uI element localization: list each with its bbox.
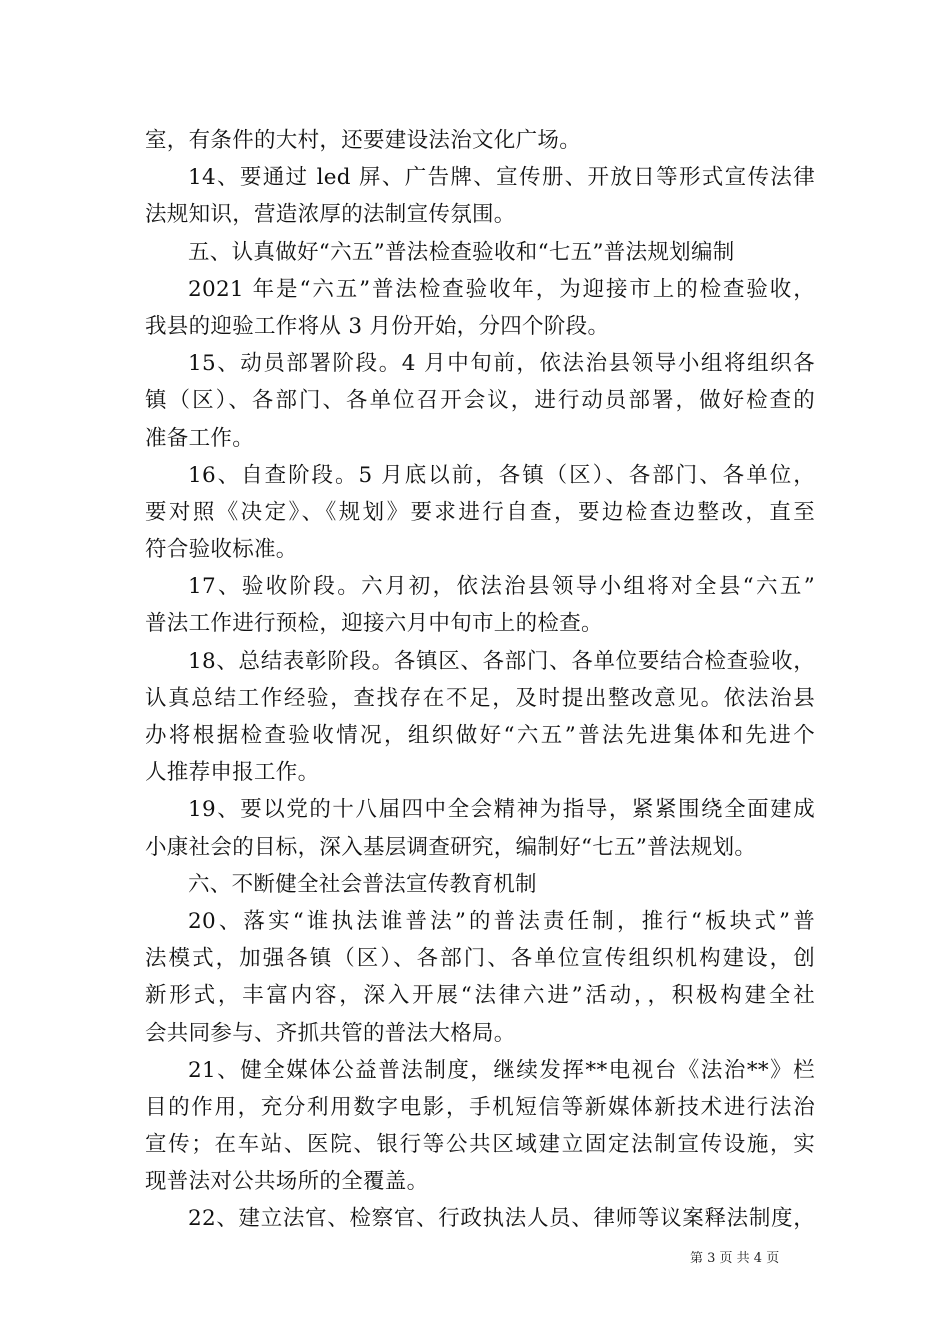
text-line: 15、动员部署阶段。4 月中旬前，依法治县领导小组将组织各 bbox=[188, 351, 815, 377]
page-number-footer: 第 3 页 共 4 页 bbox=[690, 1251, 780, 1266]
section-heading: 五、认真做好“六五”普法检查验收和“七五”普法规划编制 bbox=[188, 239, 735, 265]
document-body bbox=[145, 122, 815, 1238]
text-line: 16、自查阶段。5 月底以前，各镇（区）、各部门、各单位， bbox=[188, 462, 815, 488]
text-line: 17、验收阶段。六月初，依法治县领导小组将对全县“六五” bbox=[188, 574, 815, 600]
text-line: 目的作用，充分利用数字电影，手机短信等新媒体新技术进行法治 bbox=[145, 1094, 815, 1120]
text-line: 准备工作。 bbox=[145, 425, 255, 451]
text-line: 19、要以党的十八届四中全会精神为指导，紧紧围绕全面建成 bbox=[188, 797, 815, 823]
text-line: 会共同参与、齐抓共管的普法大格局。 bbox=[145, 1020, 516, 1046]
text-line: 办将根据检查验收情况，组织做好“六五”普法先进集体和先进个 bbox=[145, 723, 815, 748]
text-line: 18、总结表彰阶段。各镇区、各部门、各单位要结合检查验收， bbox=[188, 648, 815, 674]
text-line: 要对照《决定》、《规划》要求进行自查，要边检查边整改，直至 bbox=[145, 499, 815, 525]
text-line: 我县的迎验工作将从 3 月份开始，分四个阶段。 bbox=[145, 313, 610, 339]
text-line: 21、健全媒体公益普法制度，继续发挥**电视台《法治**》栏 bbox=[188, 1057, 815, 1083]
text-line: 法规知识，营造浓厚的法制宣传氛围。 bbox=[145, 202, 516, 228]
text-line: 符合验收标准。 bbox=[145, 537, 298, 563]
text-line: 14、要通过 led 屏、广告牌、宣传册、开放日等形式宣传法律 bbox=[188, 165, 815, 191]
text-line: 2021 年是“六五”普法检查验收年，为迎接市上的检查验收， bbox=[188, 276, 815, 302]
text-line: 新形式，丰富内容，深入开展“法律六进”活动，，积极构建全社 bbox=[145, 983, 815, 1009]
text-line: 人推荐申报工作。 bbox=[145, 760, 320, 786]
text-line: 小康社会的目标，深入基层调查研究，编制好“七五”普法规划。 bbox=[145, 834, 757, 860]
text-line: 法模式，加强各镇（区）、各部门、各单位宣传组织机构建设，创 bbox=[145, 946, 815, 972]
text-line: 现普法对公共场所的全覆盖。 bbox=[145, 1169, 429, 1195]
text-line: 22、建立法官、检察官、行政执法人员、律师等议案释法制度， bbox=[188, 1206, 815, 1232]
text-line: 镇（区）、各部门、各单位召开会议，进行动员部署，做好检查的 bbox=[145, 388, 815, 414]
text-line: 认真总结工作经验，查找存在不足，及时提出整改意见。依法治县 bbox=[145, 685, 815, 711]
text-line: 室，有条件的大村，还要建设法治文化广场。 bbox=[145, 128, 582, 153]
text-line: 普法工作进行预检，迎接六月中旬市上的检查。 bbox=[145, 611, 603, 637]
section-heading: 六、不断健全社会普法宣传教育机制 bbox=[188, 871, 537, 897]
text-line: 宣传；在车站、医院、银行等公共区域建立固定法制宣传设施，实 bbox=[145, 1132, 815, 1158]
text-line: 20、落实“谁执法谁普法”的普法责任制，推行“板块式”普 bbox=[188, 908, 815, 934]
